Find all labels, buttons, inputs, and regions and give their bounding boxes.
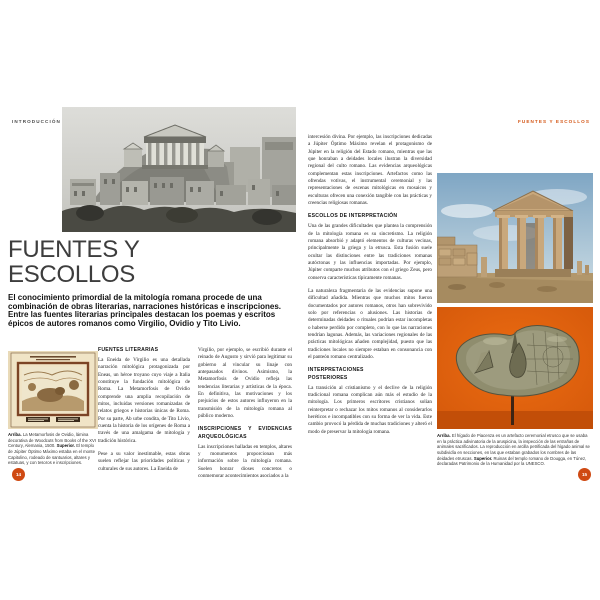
right-page bbox=[300, 0, 600, 600]
section-label-right: FUENTES Y ESCOLLOS bbox=[518, 119, 590, 124]
caption-label-arriba: Arriba. bbox=[8, 432, 22, 437]
column-inscriptions bbox=[198, 347, 292, 486]
caption-text-woodcut: La Metamorfosis de Ovidio, lámina decorativa de Woodcuts from Books of the XVI Century, Alemania, 1500. bbox=[8, 432, 97, 449]
caption-text-temple-jupiter: El templo de Júpiter Óptimo Máximo estaba en el monte Capitolino, rodeado de santuarios, altares y estatuas, y con tesoros e inscripciones. bbox=[8, 443, 95, 466]
ovid-woodcut-image bbox=[8, 351, 98, 429]
rome-engraving-image bbox=[62, 107, 296, 232]
paragraph-divine-intercession: intercesión divina. Por ejemplo, las inscripciones dedicadas a Júpiter Óptimo Máximo revelan el protagonismo de Júpiter en la religión del Estado romano, mientras que las que honraban a deidades locales ilustran la diversidad regional del culto romano. Las evidencias arqueológicas complementan estas inscripciones. Artefactos como las ofrendas votivas, el instrumental ceremonial y las representaciones de escenas mitológicas en mosaicos y esculturas ofrecen una conexión tangible con las prácticas y creencias religiosas romanas. bbox=[308, 134, 432, 207]
page-title bbox=[8, 238, 140, 287]
intro-paragraph: El conocimiento primordial de la mitología romana procede de una combinación de obras literarias, narraciones históricas e inscripciones. Entre las fuentes literarias principales destacan los poemas y escritos épicos de autores romanos como Virgilio, Ovidio y Tito Livio. bbox=[8, 293, 281, 329]
piacenza-liver-photo bbox=[437, 307, 593, 429]
page-title-line1: FUENTES Y bbox=[8, 236, 140, 263]
paragraph-christianity: La transición al cristianismo y el declive de la religión tradicional romana complican aún más el estudio de la mitología. Los primeros escritores cristianos solían reinterpretar o rechazar los mitos romanos al considerarlos heréticos e incompatibles con su forma de ver la vida. Este cambio provocó la pérdida de muchas tradiciones y alteró el modo de preservar la mitología romana. bbox=[308, 384, 432, 435]
caption-label-superior-right: Superior. bbox=[473, 455, 493, 461]
section-label-left: INTRODUCCIÓN bbox=[12, 119, 61, 124]
page-title-line2: ESCOLLOS bbox=[8, 260, 135, 288]
caption-text-liver: El hígado de Piacenza es un artefacto ceremonial etrusco que se usaba en la práctica adivinatoria de la aruspicina, la inspección de las entrañas de animales sacrificados. La reproducción en arcilla petrificada del hígado animal se subdividía en secciones, en las que estaban grabados los nombres de las deidades etruscas. bbox=[437, 433, 590, 461]
page-number-right: 15 bbox=[578, 468, 591, 481]
caption-label-arriba-right: Arriba. bbox=[437, 433, 451, 438]
paragraph-inscriptions: Las inscripciones halladas en templos, altares y monumentos proporcionan más información sobre la mitología romana. Suelen honrar dioses concretos o conmemorar acontecimientos asociados a la bbox=[198, 443, 292, 479]
page-number-left: 14 bbox=[12, 468, 25, 481]
paragraph-authors-bias: Pese a su valor inestimable, estas obras suelen reflejar las prioridades políticas y culturales de sus autores. La Eneida de bbox=[98, 450, 190, 472]
column-interpretation bbox=[308, 134, 432, 442]
left-caption bbox=[8, 432, 98, 466]
right-caption bbox=[437, 433, 593, 467]
caption-text-dougga: Ruinas del templo romano de Dougga, en Túnez, declaradas Patrimonio de la Humanidad por la UNESCO. bbox=[437, 455, 587, 467]
column-literary-sources bbox=[98, 347, 190, 479]
heading-fuentes-literarias: FUENTES LITERARIAS bbox=[98, 347, 159, 353]
paragraph-syncretism: Una de las grandes dificultades que plantea la comprensión de la mitología romana es su sincretismo. La religión romana absorbió y adaptó elementos de culturas vecinas, principalmente la griega y la etrusca. Esta fusión suele ocultar las distinciones entre las tradiciones romanas autóctonas y las influencias importadas. Por ejemplo, Júpiter comparte muchos atributos con el griego Zeus, pero conserva características típicamente romanas. bbox=[308, 223, 432, 281]
dougga-temple-photo bbox=[437, 173, 593, 303]
heading-escollos: ESCOLLOS DE INTERPRETACIÓN bbox=[308, 213, 398, 220]
heading-interpretaciones: INTERPRETACIONES POSTERIORES bbox=[308, 367, 364, 381]
paragraph-virgil-augustus: Virgilio, por ejemplo, se escribió durante el reinado de Augusto y sirvió para legitimar su gobierno al vincular su linaje con antepasados divinos. Asimismo, la Metamorfosis de Ovidio refleja las tendencias literarias y artísticas de la época. En definitiva, las motivaciones y los prejuicios de estos autores influyeron en la transmisión de la mitología romana al público moderno. bbox=[198, 347, 292, 420]
caption-label-superior: Superior. bbox=[56, 443, 76, 449]
paragraph-fragmentary-evidence: La naturaleza fragmentaria de las evidencias supone una dificultad añadida. Mientras que muchos mitos fueron documentados por autores romanos, otros han sobrevivido solo por referencias o alusiones. Las historias de determinadas deidades o rituales podrían estar incompletas o haberse perdido por completo, con lo que las narraciones tendrían lagunas. Además, las variaciones regionales de las prácticas mitológicas añaden complejidad, puesto que las tradiciones locales no siempre estaban en consonancia con el panteón romano centralizado. bbox=[308, 288, 432, 361]
paragraph-aeneid: La Eneida de Virgilio es una detallada narración mitológica protagonizada por Eneas, un héroe troyano cuyo viaje a Italia constituye la fundación mitológica de Roma. La Metamorfosis de Ovidio comprende una amplia recopilación de mitos, incluidas versiones romanizadas de relatos griegos e historias únicas de Roma. Por su parte, Ab urbe condita, de Tito Livio, cuenta la historia de los orígenes de Roma a través de una amalgama de mitología y tradición histórica. bbox=[98, 356, 190, 444]
heading-inscripciones: INSCRIPCIONES Y EVIDENCIAS ARQUEOLÓGICAS bbox=[198, 426, 292, 440]
